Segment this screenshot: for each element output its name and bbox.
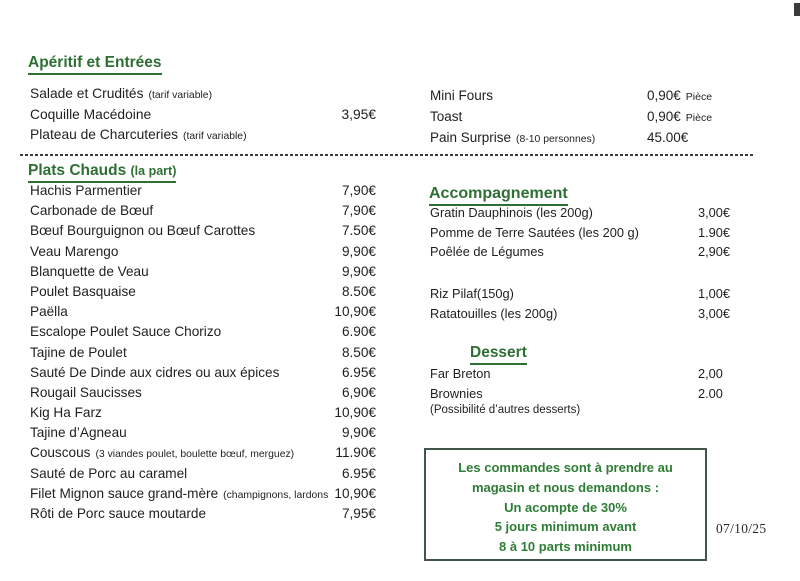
menu-item xyxy=(430,284,729,304)
menu-item xyxy=(30,242,376,262)
menu-item xyxy=(30,105,376,126)
section-title-aperitif: Apéritif et Entrées xyxy=(28,54,162,75)
item-name: Poulet Basquaise xyxy=(30,283,136,299)
item-price: 7,90€ xyxy=(341,203,376,219)
item-price: 6,90€ xyxy=(341,384,376,400)
menu-item xyxy=(30,443,376,463)
menu-item xyxy=(30,343,376,363)
item-price: 10,90€ xyxy=(334,304,376,320)
item-price: 2.00 xyxy=(698,385,723,401)
order-info-box xyxy=(424,448,707,561)
item-price: 9,90€ xyxy=(341,243,376,259)
section-title-note: (la part) xyxy=(130,164,177,178)
item-price: 3,00€ xyxy=(698,205,731,220)
accompagnement-item-list xyxy=(430,203,729,262)
menu-item xyxy=(430,223,729,243)
menu-item xyxy=(430,86,720,107)
menu-item xyxy=(30,282,376,302)
item-name: Ratatouilles (les 200g) xyxy=(430,305,558,321)
item-name: Salade et Crudités xyxy=(30,86,144,101)
order-box-line: Les commandes sont à prendre au xyxy=(458,460,673,475)
item-name: Plateau de Charcuteries xyxy=(30,127,179,143)
item-price: 3,95€ xyxy=(341,106,376,122)
item-name: Paëlla xyxy=(30,304,68,320)
item-name: Filet Mignon sauce grand-mère xyxy=(30,485,219,501)
menu-item xyxy=(30,383,376,403)
item-price: 9,90€ xyxy=(341,263,376,279)
item-name: Veau Marengo xyxy=(30,243,119,259)
menu-item xyxy=(30,464,376,484)
item-note: (champignons, lardons xyxy=(223,489,329,501)
item-name: Blanquette de Veau xyxy=(30,263,149,279)
item-price: 7.50€ xyxy=(341,223,376,239)
menu-item xyxy=(30,181,376,201)
item-name: Rougail Saucisses xyxy=(30,384,142,400)
menu-item xyxy=(30,403,376,423)
menu-item xyxy=(430,107,720,128)
dessert-footnote: (Possibilité d’autres desserts) xyxy=(430,404,581,416)
order-box-line: 5 jours minimum avant xyxy=(494,519,637,535)
item-price: 10,90€ xyxy=(334,405,376,421)
menu-item xyxy=(30,84,376,105)
menu-item xyxy=(430,203,729,223)
order-box-line: magasin et nous demandons : xyxy=(471,479,660,495)
section-title-dessert: Dessert xyxy=(470,344,527,365)
section-plats-header xyxy=(28,162,176,183)
item-name: Sauté De Dinde aux cidres ou aux épices xyxy=(30,364,280,380)
date-label: 07/10/25 xyxy=(716,521,767,536)
item-name: Tajine de Poulet xyxy=(30,344,127,360)
dessert-item-list xyxy=(430,364,729,403)
menu-item xyxy=(30,125,376,146)
item-price: 7,95€ xyxy=(341,506,376,521)
section-dessert-header xyxy=(470,344,527,365)
order-box-line: 8 à 10 parts minimum xyxy=(499,539,632,555)
menu-item xyxy=(30,423,376,443)
menu-item xyxy=(430,364,729,384)
item-name: Far Breton xyxy=(430,366,491,381)
menu-item xyxy=(430,128,720,149)
item-name: Kig Ha Farz xyxy=(30,405,102,421)
section-title-plats: Plats Chauds (la part) xyxy=(28,162,176,183)
item-name: Bœuf Bourguignon ou Bœuf Carottes xyxy=(30,223,256,239)
item-price: 6.95€ xyxy=(341,364,376,380)
menu-item xyxy=(430,304,729,324)
item-name: Escalope Poulet Sauce Chorizo xyxy=(30,324,222,340)
section-aperitif-header xyxy=(28,54,162,75)
item-price: 7,90€ xyxy=(341,183,376,198)
item-name: Couscous xyxy=(30,445,91,461)
item-price: 2,90€ xyxy=(698,244,731,260)
item-price: 8.50€ xyxy=(341,283,376,299)
menu-item xyxy=(30,322,376,342)
plats-item-list xyxy=(30,181,376,524)
item-name: Brownies xyxy=(430,385,483,401)
item-name: Poêlée de Légumes xyxy=(430,244,544,260)
dotted-divider xyxy=(20,154,755,156)
item-name: Sauté de Porc au caramel xyxy=(30,465,188,481)
menu-item xyxy=(430,242,729,262)
item-price: 9,90€ xyxy=(341,425,376,441)
item-name: Gratin Dauphinois (les 200g) xyxy=(430,205,593,220)
menu-item xyxy=(30,302,376,322)
item-name: Pain Surprise xyxy=(430,129,512,145)
item-note: (tarif variable) xyxy=(148,90,213,101)
menu-item xyxy=(30,221,376,241)
item-price: 0,90€ xyxy=(647,108,681,124)
item-unit: Pièce xyxy=(685,111,713,124)
item-price: 10,90€ xyxy=(334,485,376,501)
menu-item xyxy=(30,201,376,221)
item-note: (tarif variable) xyxy=(183,131,247,143)
menu-item xyxy=(30,504,376,524)
item-note: (8-10 personnes) xyxy=(516,133,596,145)
item-name: Tajine d’Agneau xyxy=(30,425,127,441)
accompagnement-item-list-2 xyxy=(430,284,729,323)
item-price: 11.90€ xyxy=(335,445,376,461)
aperitif-item-list xyxy=(30,84,376,146)
item-price: 6.90€ xyxy=(341,324,376,340)
item-name: Rôti de Porc sauce moutarde xyxy=(30,506,207,521)
item-price: 1,00€ xyxy=(698,286,731,301)
item-price: 2,00 xyxy=(698,366,723,381)
menu-item xyxy=(430,384,729,404)
item-unit: Pièce xyxy=(685,91,713,103)
item-name: Coquille Macédoine xyxy=(30,106,152,122)
item-name: Pomme de Terre Sautées (les 200 g) xyxy=(430,224,639,240)
item-note: (3 viandes poulet, boulette bœuf, merguez) xyxy=(95,449,295,461)
item-price: 45.00€ xyxy=(647,129,689,145)
item-name: Riz Pilaf(150g) xyxy=(430,286,514,301)
item-name: Mini Fours xyxy=(430,88,494,103)
item-name: Hachis Parmentier xyxy=(30,183,142,198)
menu-item xyxy=(30,262,376,282)
item-price: 1.90€ xyxy=(698,224,731,240)
item-name: Toast xyxy=(430,108,463,124)
item-price: 8.50€ xyxy=(341,344,376,360)
item-name: Carbonade de Bœuf xyxy=(30,203,154,219)
snacks-item-list xyxy=(430,86,720,149)
item-price: 0,90€ xyxy=(647,88,681,103)
order-box-line: Un acompte de 30% xyxy=(504,499,627,515)
menu-item xyxy=(30,363,376,383)
item-price: 6.95€ xyxy=(341,465,376,481)
scan-artifact xyxy=(794,3,800,16)
section-title-accompagnement: Accompagnement xyxy=(429,185,568,206)
menu-item xyxy=(30,484,376,504)
item-price: 3,00€ xyxy=(698,305,731,321)
